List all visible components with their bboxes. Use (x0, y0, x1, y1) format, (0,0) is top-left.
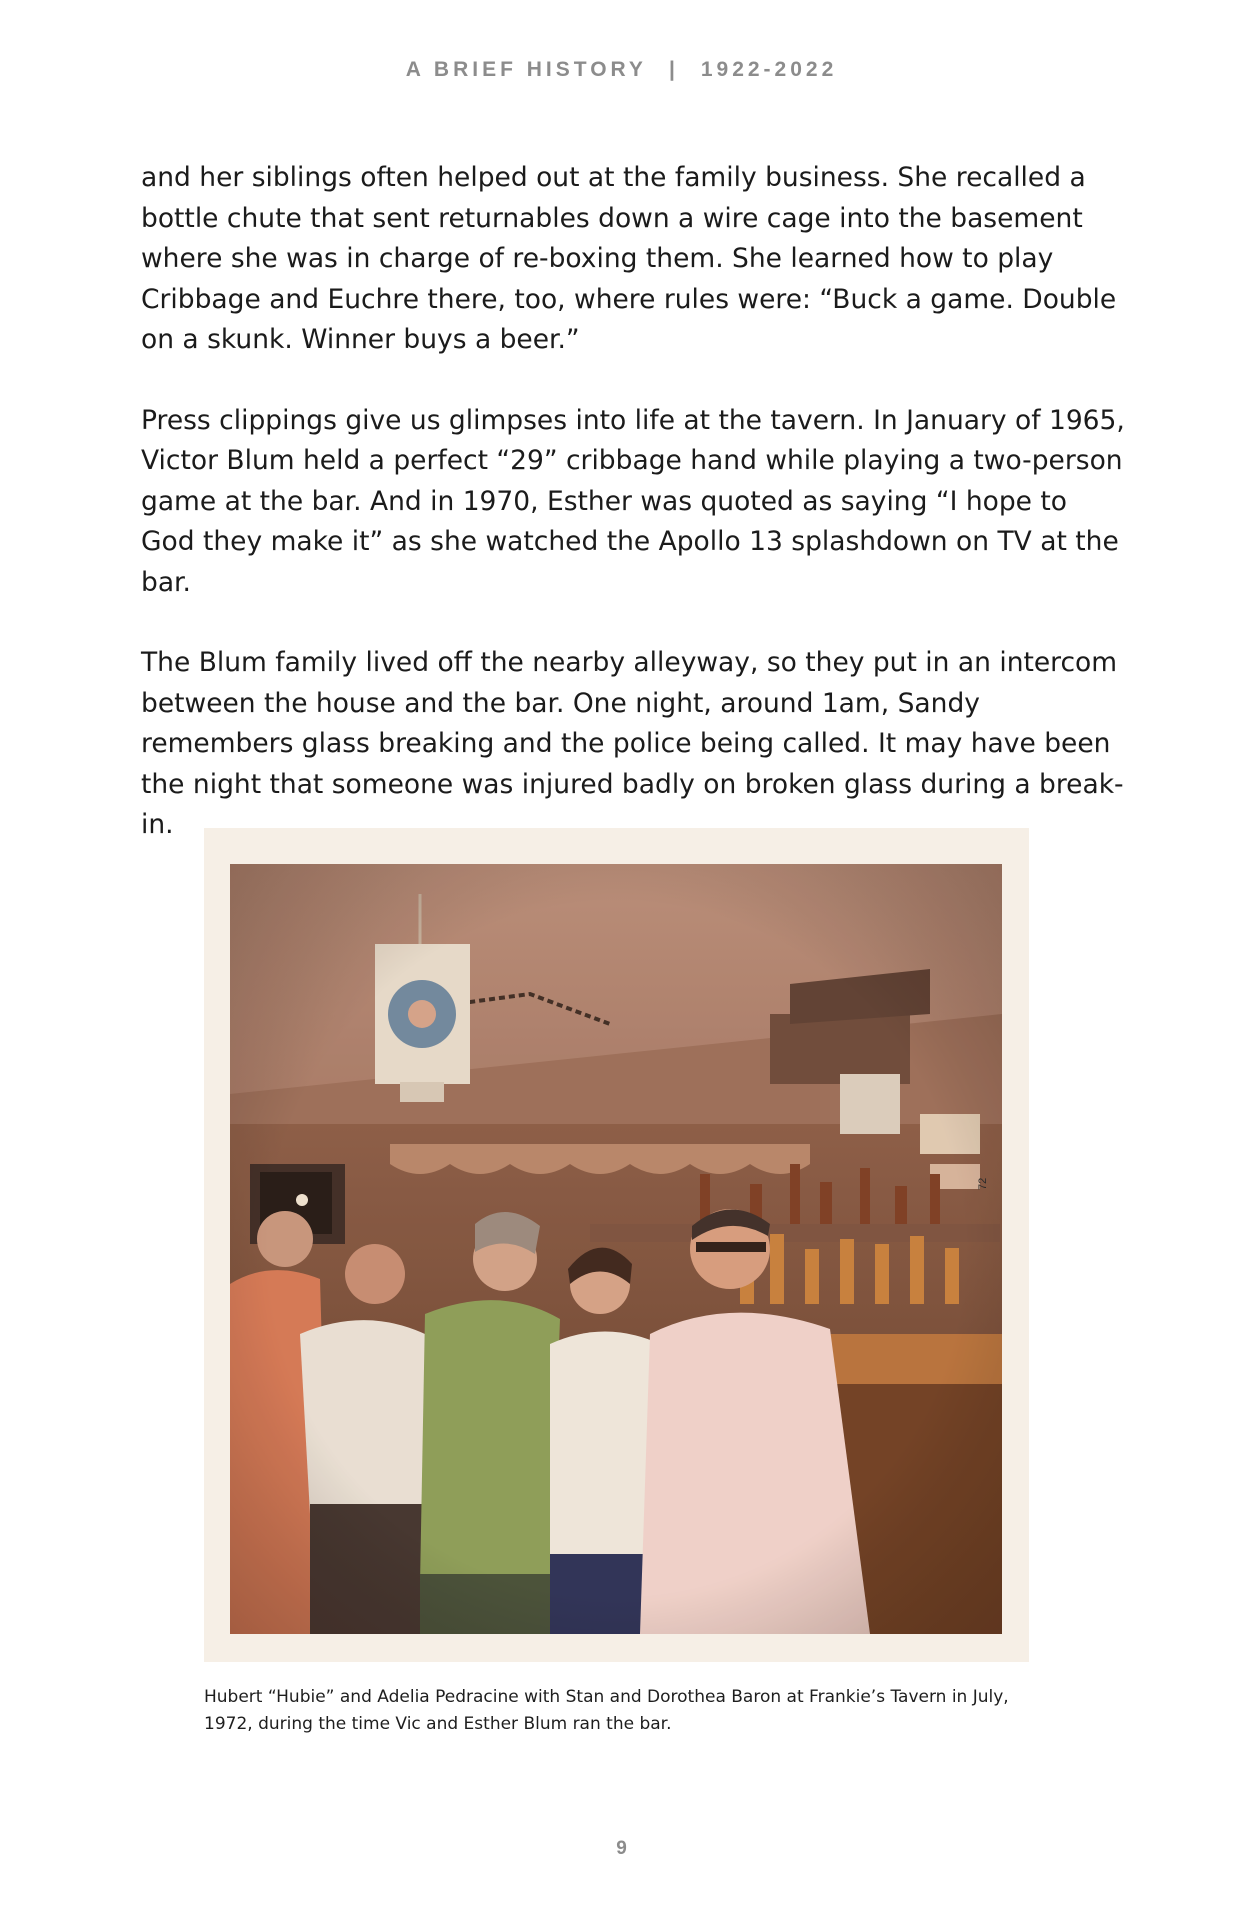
header-section-title: A BRIEF HISTORY (405, 58, 647, 81)
running-header (0, 58, 1243, 82)
paragraph-intercom: The Blum family lived off the nearby alleyway, so they put in an intercom between the house and the bar. One night, around 1am, Sandy remembers glass breaking and the police being called. It may have been the night that someone was injured badly on broken glass during a break-in. (141, 647, 1124, 840)
paragraph-siblings: and her siblings often helped out at the family business. She recalled a bottle chute that sent returnables down a wire cage into the basement where she was in charge of re-boxing them. She learned how to play Cribbage and Euchre there, too, where rules were: “Buck a game. Double on a skunk. Winner buys a beer.” (141, 162, 1117, 355)
tavern-photograph (230, 864, 1002, 1634)
header-separator: | (668, 58, 679, 81)
paragraph-press-clippings: Press clippings give us glimpses into life at the tavern. In January of 1965, Victor Blum held a perfect “29” cribbage hand while playing a two-person game at the bar. And in 1970, Esther was quoted as saying “I hope to God they make it” as she watched the Apollo 13 splashdown on TV at the bar. (141, 404, 1125, 598)
body-text (141, 158, 1126, 886)
photo-caption: Hubert “Hubie” and Adelia Pedracine with Stan and Dorothea Baron at Frankie’s Tavern in July, 1972, during the time Vic and Esther Blum ran the bar. (204, 1687, 1009, 1734)
photo-edge-marking: 72 (977, 1177, 989, 1190)
photo-mat (204, 828, 1029, 1662)
header-years: 1922-2022 (700, 58, 838, 81)
page-number: 9 (616, 1838, 627, 1859)
